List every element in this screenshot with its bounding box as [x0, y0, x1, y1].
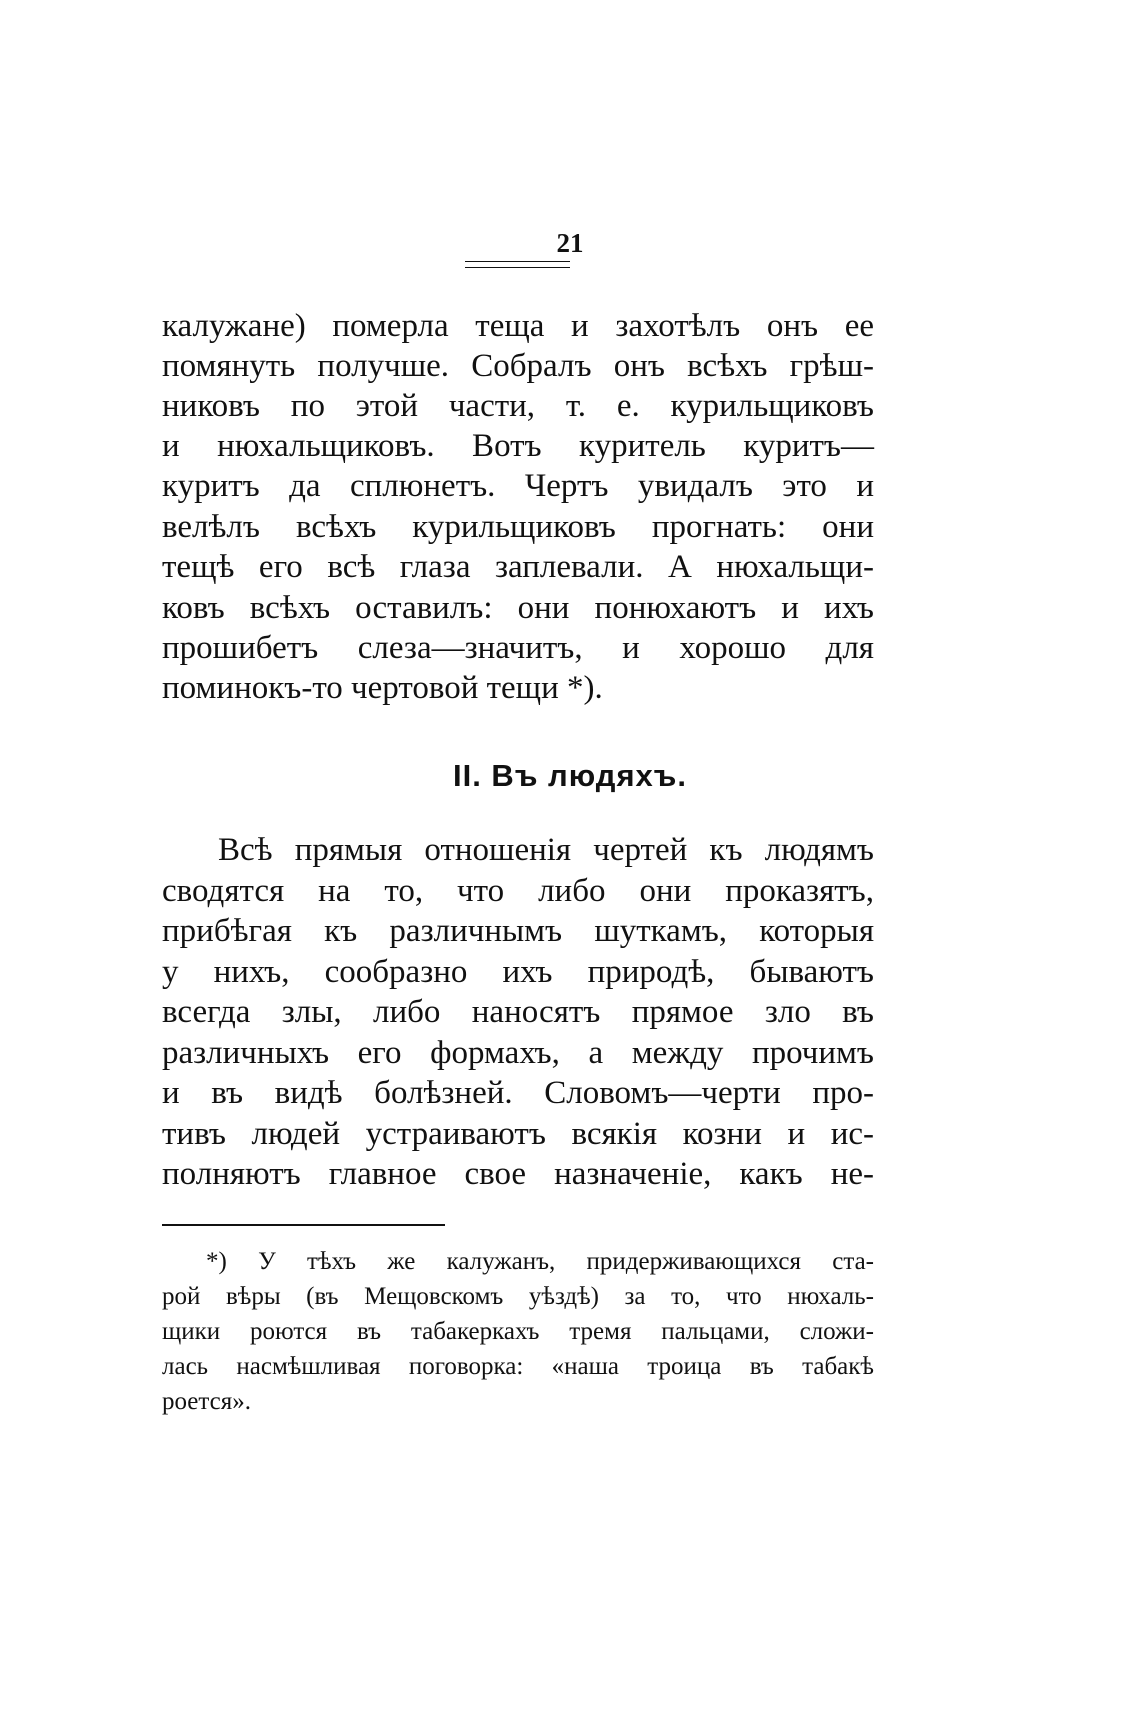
footnote-line: лась насмѣшливая поговорка: «наша троица въ табакѣ — [162, 1353, 874, 1380]
footnote-line: щики роются въ табакеркахъ тремя пальцами, сложи- — [162, 1318, 874, 1345]
text-line: калужане) померла теща и захотѣлъ онъ ее — [162, 308, 874, 344]
text-line: никовъ по этой части, т. е. курильщиковъ — [162, 388, 874, 424]
text-line: различныхъ его формахъ, а между прочимъ — [162, 1035, 874, 1071]
text-line: тивъ людей устраиваютъ всякія козни и ис- — [162, 1116, 874, 1152]
text-line: полняютъ главное свое назначеніе, какъ не- — [162, 1156, 874, 1192]
text-line: и въ видѣ болѣзней. Словомъ—черти про- — [162, 1075, 874, 1111]
text-line: тещѣ его всѣ глаза заплевали. А нюхальщи- — [162, 549, 874, 585]
text-line: поминокъ-то чертовой тещи *). — [162, 670, 603, 706]
text-line: всегда злы, либо наносятъ прямое зло въ — [162, 994, 874, 1030]
text-line: ковъ всѣхъ оставилъ: они понюхаютъ и ихъ — [162, 590, 874, 626]
text-line: у нихъ, сообразно ихъ природѣ, бываютъ — [162, 954, 874, 990]
text-line: помянуть получше. Собралъ онъ всѣхъ грѣш- — [162, 348, 874, 384]
text-line: куритъ да сплюнетъ. Чертъ увидалъ это и — [162, 468, 874, 504]
text-line: велѣлъ всѣхъ курильщиковъ прогнать: они — [162, 509, 874, 545]
page-number-rule — [465, 261, 570, 262]
footnote-line: роется». — [162, 1388, 251, 1415]
text-line: Всѣ прямыя отношенія чертей къ людямъ — [218, 832, 874, 868]
section-heading: II. Въ людяхъ. — [452, 758, 688, 793]
footnote-line: рой вѣры (въ Мещовскомъ уѣздѣ) за то, что нюхаль- — [162, 1283, 874, 1310]
page-number: 21 — [556, 228, 584, 258]
text-line: прошибетъ слеза—значитъ, и хорошо для — [162, 630, 874, 666]
text-line: сводятся на то, что либо они проказятъ, — [162, 873, 874, 909]
footnote-line: *) У тѣхъ же калужанъ, придерживающихся ста- — [206, 1248, 874, 1275]
footnote-rule — [162, 1224, 445, 1226]
text-line: прибѣгая къ различнымъ шуткамъ, которыя — [162, 913, 874, 949]
text-line: и нюхальщиковъ. Вотъ куритель куритъ— — [162, 428, 874, 464]
page-number-rule — [465, 267, 570, 268]
